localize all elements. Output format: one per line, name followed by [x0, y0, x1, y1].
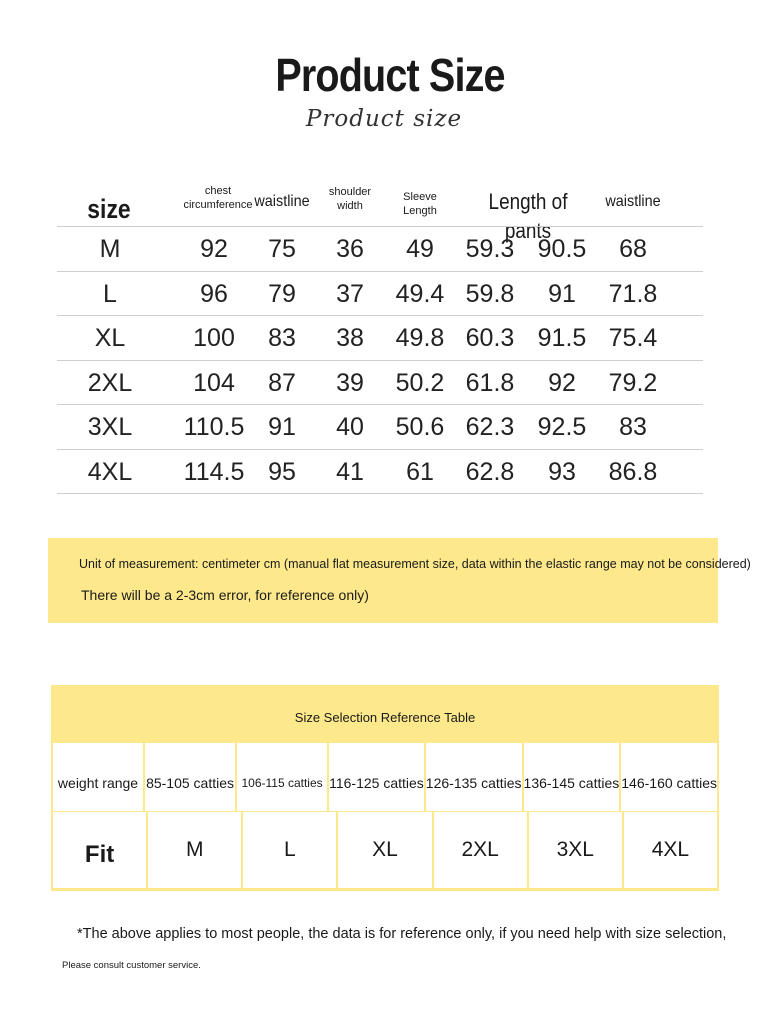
reference-title: Size Selection Reference Table	[294, 710, 476, 725]
weight-cell: 146-160 catties	[621, 743, 717, 811]
header-shoulder: shoulder width	[328, 186, 372, 213]
size-value: 92	[548, 368, 576, 397]
footer-note: *The above applies to most people, the data is for reference only, if you need help with size selection,	[77, 926, 727, 942]
fit-label: Fit	[53, 812, 146, 888]
weight-cell: 116-125 catties	[329, 743, 424, 811]
size-value: 104	[193, 368, 235, 397]
table-row	[57, 360, 703, 405]
weight-cell: 106-115 catties	[237, 743, 327, 811]
size-label: 4XL	[87, 457, 133, 486]
page-subtitle: Product size	[305, 106, 463, 132]
size-value: 49.8	[395, 324, 445, 353]
size-value: 114.5	[183, 457, 245, 486]
size-value: 62.8	[465, 457, 515, 486]
page-title: Product Size	[275, 49, 505, 101]
size-value: 75.4	[608, 324, 658, 353]
table-row	[57, 404, 703, 449]
fit-cell: 4XL	[624, 812, 717, 888]
header-waistline: waistline	[254, 193, 310, 210]
note-line-2: There will be a 2-3cm error, for reference only)	[81, 587, 369, 603]
size-value: 37	[336, 279, 364, 308]
table-row	[57, 315, 703, 360]
size-value: 59.8	[465, 279, 515, 308]
size-label: M	[99, 235, 121, 263]
size-value: 59.3	[465, 235, 515, 263]
size-value: 68	[619, 235, 647, 263]
footer-contact: Please consult customer service.	[62, 960, 201, 971]
size-value: 90.5	[537, 235, 587, 263]
size-label: 2XL	[87, 368, 133, 397]
size-value: 49	[406, 235, 434, 263]
header-chest: chest circumference	[183, 185, 253, 212]
reference-table	[51, 685, 719, 891]
size-value: 71.8	[608, 279, 658, 308]
size-value: 86.8	[608, 457, 658, 486]
size-value: 38	[336, 324, 364, 353]
size-label: 3XL	[87, 413, 133, 442]
fit-cell: 3XL	[529, 812, 622, 888]
size-table-header	[57, 180, 703, 243]
size-value: 61	[406, 457, 434, 486]
weight-cell: 136-145 catties	[524, 743, 620, 811]
header-sleeve: Sleeve Length	[403, 191, 437, 218]
size-table-body	[57, 226, 703, 494]
fit-cell: XL	[338, 812, 431, 888]
size-value: 61.8	[465, 368, 515, 397]
size-value: 92.5	[537, 413, 587, 442]
size-value: 100	[193, 324, 235, 353]
size-value: 83	[619, 413, 647, 442]
weight-label: weight range	[53, 743, 143, 811]
size-label: L	[103, 279, 117, 308]
size-value: 36	[336, 235, 364, 263]
table-row	[57, 226, 703, 271]
size-value: 39	[336, 368, 364, 397]
fit-cell: L	[243, 812, 336, 888]
fit-cell: 2XL	[434, 812, 527, 888]
size-value: 49.4	[395, 279, 445, 308]
table-row	[57, 449, 703, 494]
size-value: 110.5	[183, 413, 245, 442]
header-pants-length: Length of pants	[488, 189, 568, 243]
fit-row	[51, 812, 719, 888]
size-value: 79	[268, 279, 296, 308]
fit-cell: M	[148, 812, 241, 888]
weight-cell: 126-135 catties	[426, 743, 522, 811]
size-value: 96	[200, 279, 228, 308]
size-value: 95	[268, 457, 296, 486]
size-value: 91.5	[537, 324, 587, 353]
size-value: 83	[268, 324, 296, 353]
size-value: 41	[336, 457, 364, 486]
size-value: 87	[268, 368, 296, 397]
measurement-note	[48, 538, 751, 623]
size-label: XL	[94, 324, 126, 353]
size-value: 79.2	[608, 368, 658, 397]
size-value: 50.6	[395, 413, 445, 442]
header-size: size	[87, 194, 131, 224]
size-value: 92	[200, 235, 228, 263]
size-table	[57, 180, 703, 494]
size-value: 62.3	[465, 413, 515, 442]
weight-cell: 85-105 catties	[145, 743, 235, 811]
header-waistline-2: waistline	[605, 193, 661, 210]
size-value: 40	[336, 413, 364, 442]
table-row	[57, 271, 703, 316]
size-value: 91	[268, 413, 296, 442]
size-value: 60.3	[465, 324, 515, 353]
size-value: 75	[268, 235, 296, 263]
size-value: 50.2	[395, 368, 445, 397]
weight-row	[51, 743, 719, 811]
note-line-1: Unit of measurement: centimeter cm (manual flat measurement size, data within the elastic range may not be considered)	[79, 557, 751, 571]
size-value: 91	[548, 279, 576, 308]
size-value: 93	[548, 457, 576, 486]
